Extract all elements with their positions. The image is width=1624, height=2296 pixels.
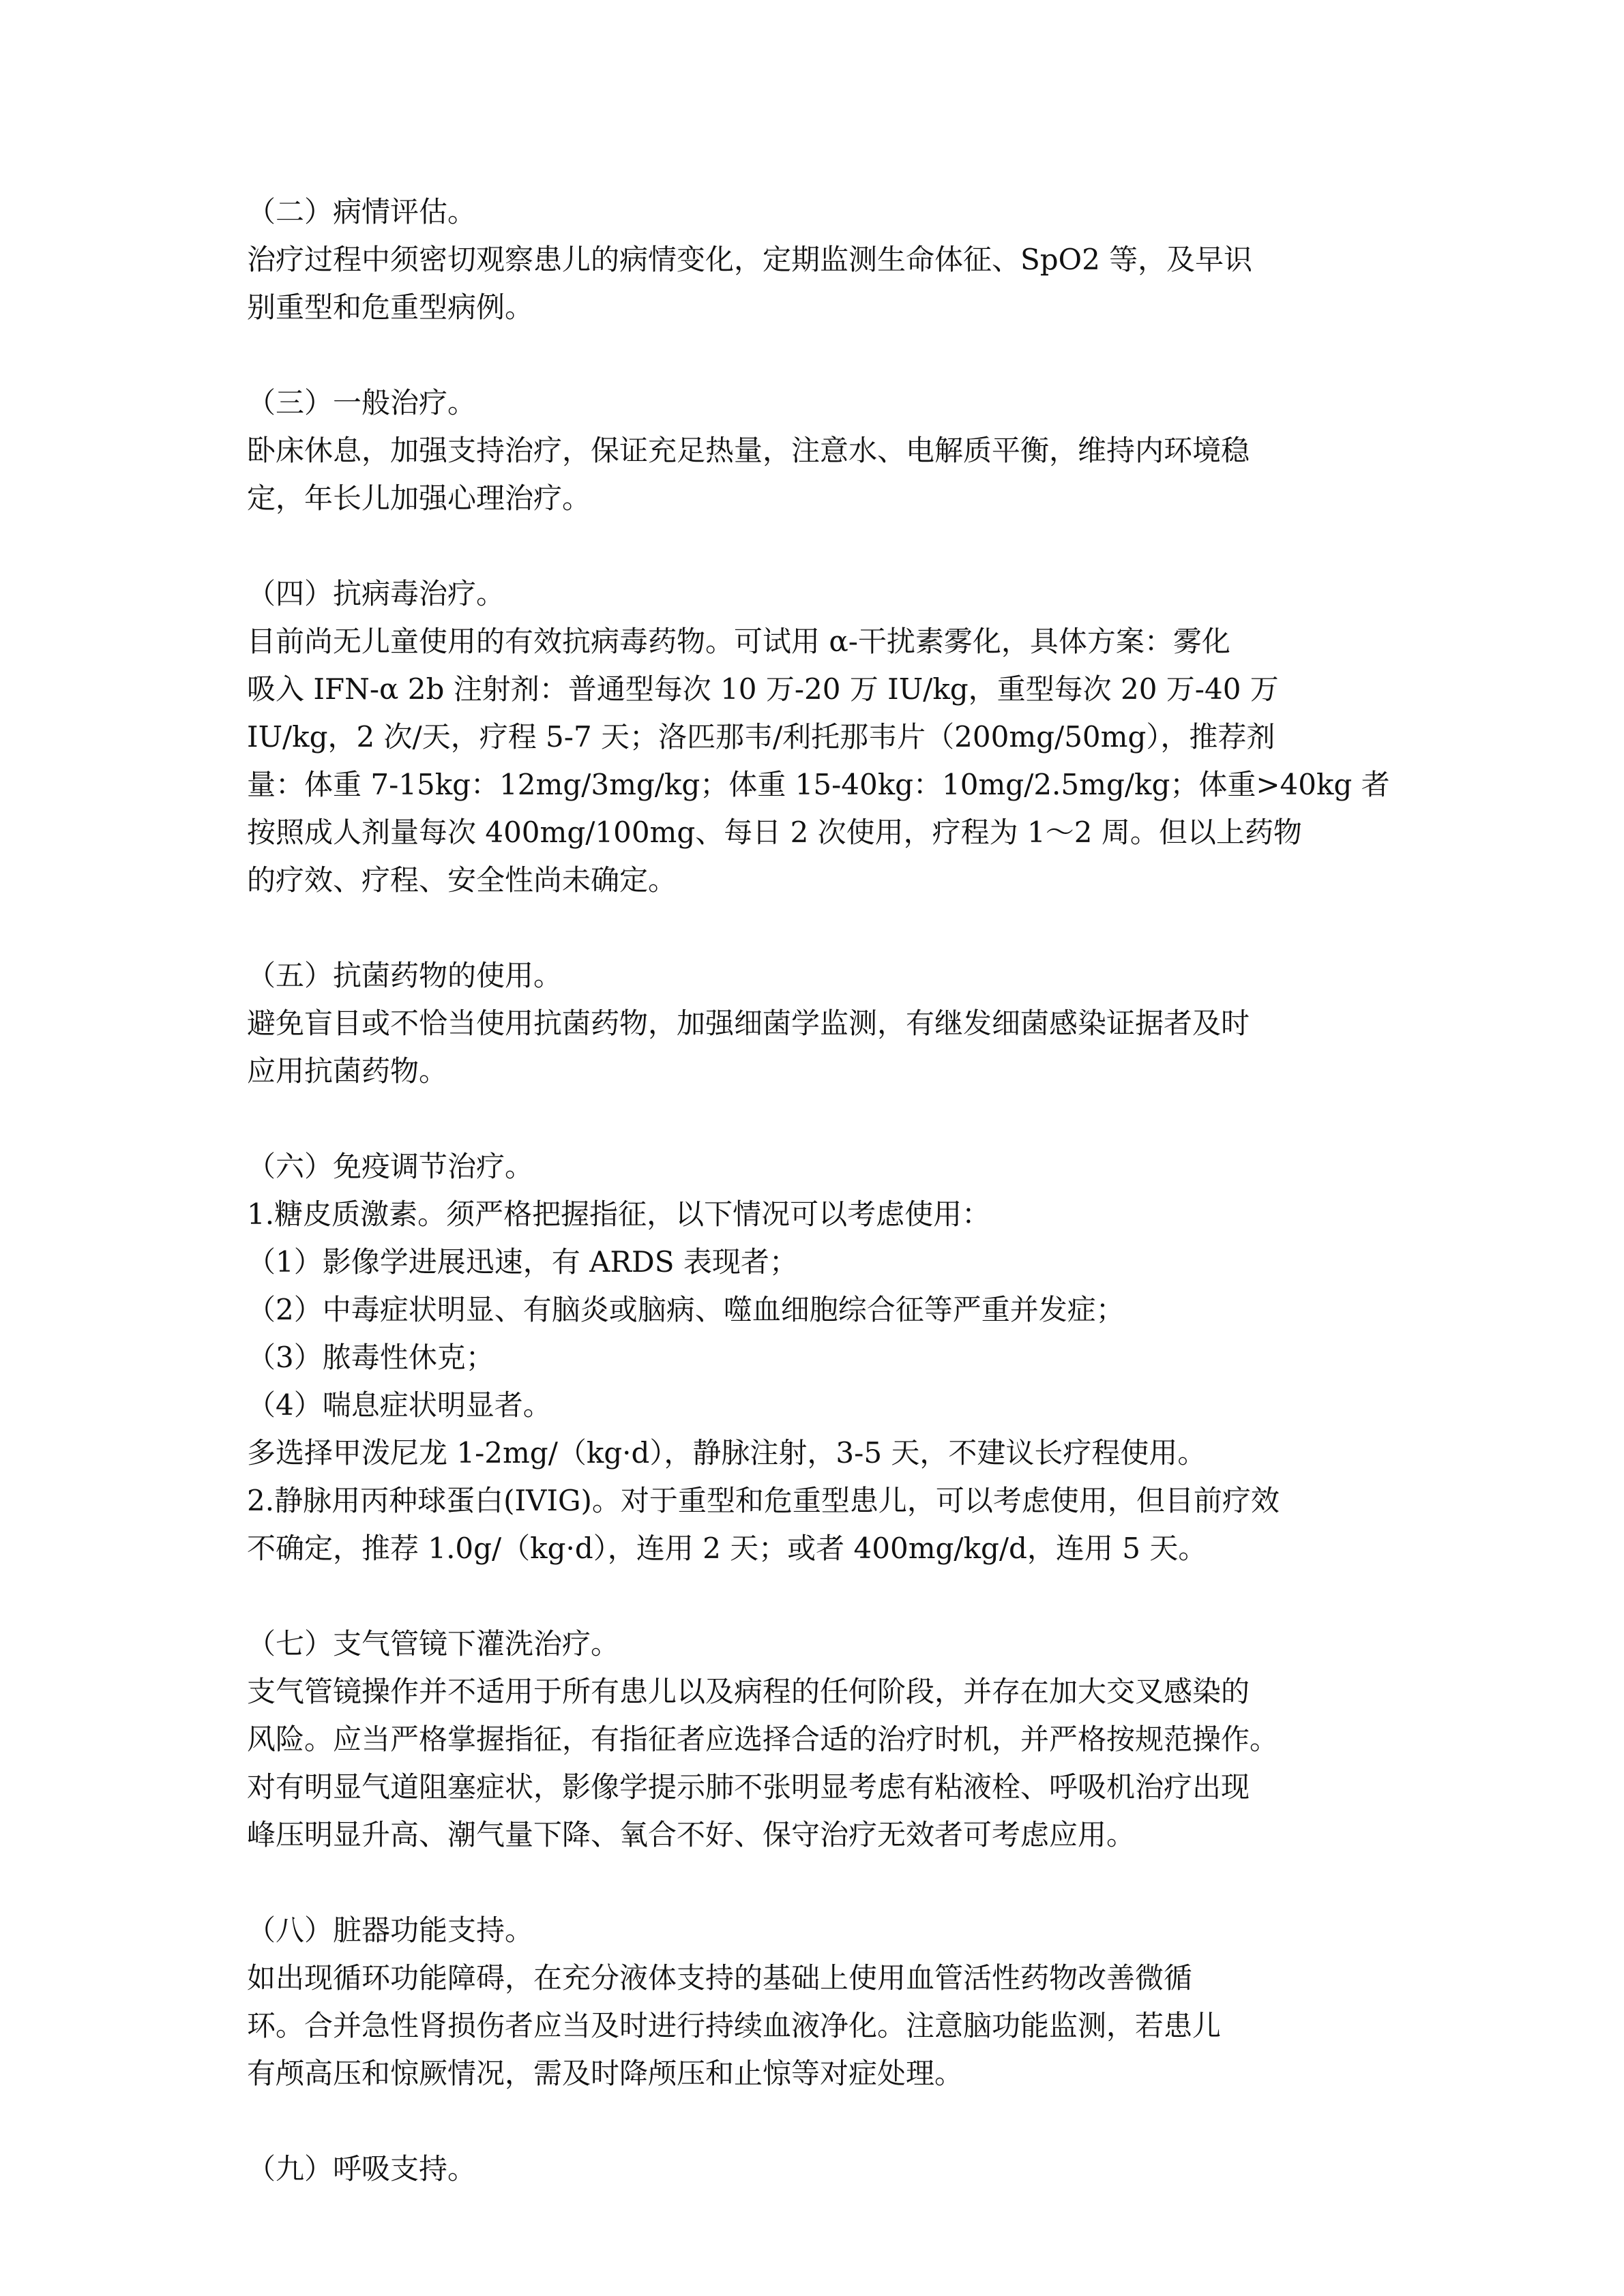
paragraph-line: 按照成人剂量每次 400mg/100mg、每日 2 次使用，疗程为 1～2 周。但以上药物 <box>247 816 1302 849</box>
section-heading: （七）支气管镜下灌洗治疗。 <box>247 1627 620 1660</box>
list-item: （3）脓毒性休克； <box>247 1341 494 1374</box>
section-antiviral-treatment <box>247 570 1393 904</box>
paragraph-line: 卧床休息，加强支持治疗，保证充足热量，注意水、电解质平衡，维持内环境稳 <box>247 434 1250 467</box>
paragraph-line: 环。合并急性肾损伤者应当及时进行持续血液净化。注意脑功能监测，若患儿 <box>247 2009 1222 2042</box>
paragraph-line: 应用抗菌药物。 <box>247 1054 448 1088</box>
paragraph-line: 不确定，推荐 1.0g/（kg·d），连用 2 天；或者 400mg/kg/d，连用 5 天。 <box>247 1532 1207 1565</box>
section-heading: （五）抗菌药物的使用。 <box>247 959 563 992</box>
paragraph-line: 目前尚无儿童使用的有效抗病毒药物。可试用 α-干扰素雾化，具体方案：雾化 <box>247 625 1230 658</box>
paragraph-line: 1.糖皮质激素。须严格把握指征，以下情况可以考虑使用： <box>247 1197 991 1231</box>
paragraph-line: 避免盲目或不恰当使用抗菌药物，加强细菌学监测，有继发细菌感染证据者及时 <box>247 1007 1250 1040</box>
section-heading: （三）一般治疗。 <box>247 386 477 419</box>
paragraph-line: IU/kg，2 次/天，疗程 5-7 天；洛匹那韦/利托那韦片（200mg/50mg），推荐剂 <box>247 720 1275 754</box>
list-item: （2）中毒症状明显、有脑炎或脑病、噬血细胞综合征等严重并发症； <box>247 1293 1125 1326</box>
paragraph-line: 多选择甲泼尼龙 1-2mg/（kg·d），静脉注射，3-5 天，不建议长疗程使用。 <box>247 1436 1207 1470</box>
section-heading: （四）抗病毒治疗。 <box>247 577 505 610</box>
section-heading: （二）病情评估。 <box>247 195 477 228</box>
list-item: （4）喘息症状明显者。 <box>247 1388 552 1422</box>
paragraph-line: 量：体重 7-15kg：12mg/3mg/kg；体重 15-40kg：10mg/2.5mg/kg；体重>40kg 者 <box>247 768 1390 801</box>
paragraph-line: 峰压明显升高、潮气量下降、氧合不好、保守治疗无效者可考虑应用。 <box>247 1818 1136 1851</box>
section-heading: （六）免疫调节治疗。 <box>247 1150 534 1183</box>
paragraph-line: 对有明显气道阻塞症状，影像学提示肺不张明显考虑有粘液栓、呼吸机治疗出现 <box>247 1770 1250 1804</box>
paragraph-line: 吸入 IFN-α 2b 注射剂：普通型每次 10 万-20 万 IU/kg，重型每次 20 万-40 万 <box>247 672 1279 706</box>
section-organ-support <box>247 1907 1393 2098</box>
section-antibacterial-use <box>247 952 1393 1095</box>
paragraph-line: 治疗过程中须密切观察患儿的病情变化，定期监测生命体征、SpO2 等，及早识 <box>247 243 1253 276</box>
document-page <box>247 188 1393 2193</box>
paragraph-line: 别重型和危重型病例。 <box>247 290 534 324</box>
section-heading: （九）呼吸支持。 <box>247 2152 477 2186</box>
paragraph-line: 的疗效、疗程、安全性尚未确定。 <box>247 863 677 897</box>
paragraph-line: 2.静脉用丙种球蛋白(IVIG)。对于重型和危重型患儿，可以考虑使用，但目前疗效 <box>247 1484 1280 1517</box>
section-heading: （八）脏器功能支持。 <box>247 1913 534 1947</box>
section-immunomodulation <box>247 1143 1393 1572</box>
list-item: （1）影像学进展迅速，有 ARDS 表现者； <box>247 1245 798 1279</box>
section-bronchoscopic-lavage <box>247 1620 1393 1859</box>
paragraph-line: 如出现循环功能障碍，在充分液体支持的基础上使用血管活性药物改善微循 <box>247 1961 1193 1995</box>
paragraph-line: 定，年长儿加强心理治疗。 <box>247 481 591 515</box>
section-condition-assessment <box>247 188 1393 331</box>
paragraph-line: 有颅高压和惊厥情况，需及时降颅压和止惊等对症处理。 <box>247 2057 964 2090</box>
section-general-treatment <box>247 379 1393 522</box>
section-respiratory-support <box>247 2145 1393 2193</box>
paragraph-line: 风险。应当严格掌握指征，有指征者应选择合适的治疗时机，并严格按规范操作。 <box>247 1723 1279 1756</box>
paragraph-line: 支气管镜操作并不适用于所有患儿以及病程的任何阶段，并存在加大交叉感染的 <box>247 1675 1250 1708</box>
